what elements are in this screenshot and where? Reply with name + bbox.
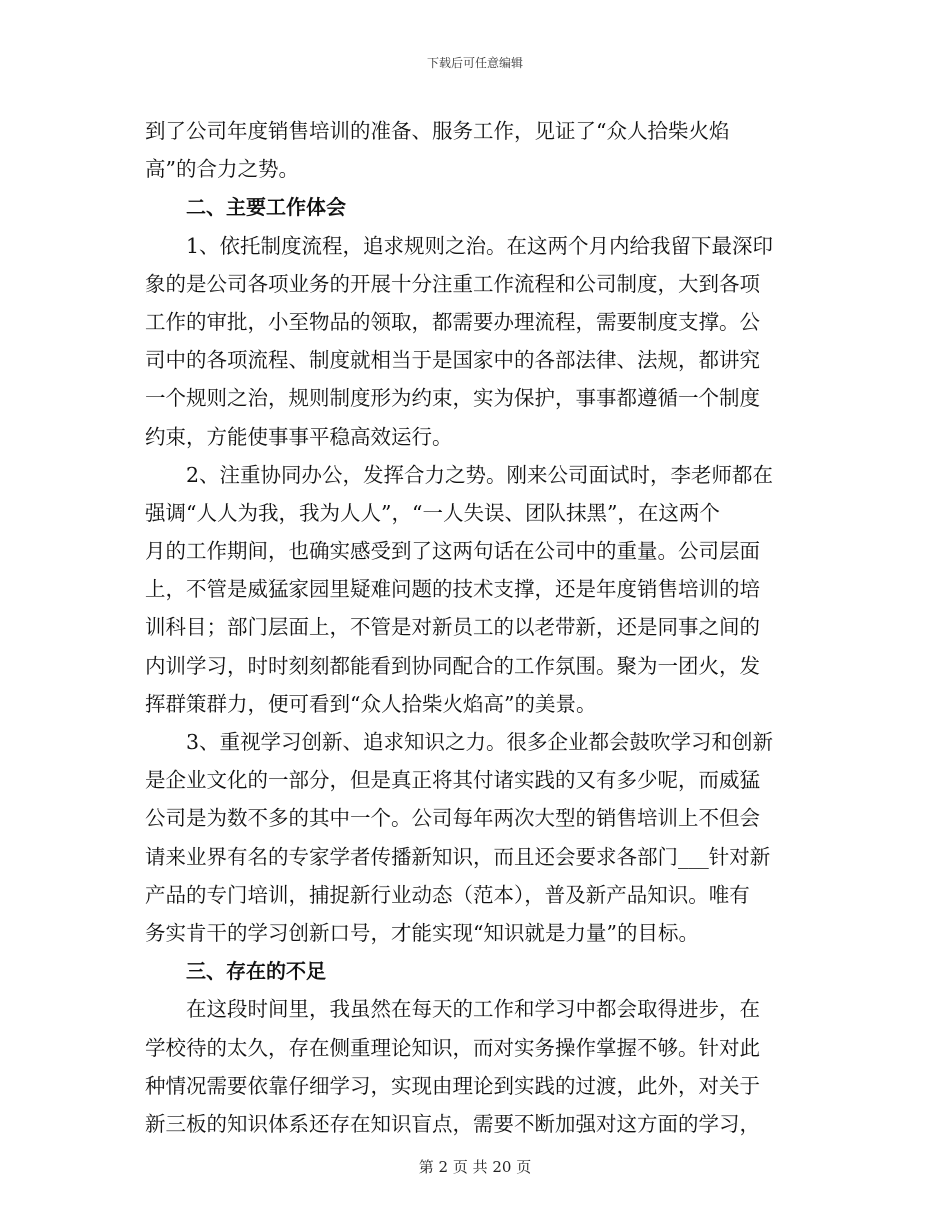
text-line: 上，不管是威猛家园里疑难问题的技术支撑，还是年度销售培训的培 xyxy=(145,577,760,602)
text-line: 强调“人人为我，我为人人”，“一人失误、团队抹黑”，在这两个 xyxy=(145,500,720,525)
paragraph-first-line: 3、重视学习创新、追求知识之力。很多企业都会鼓吹学习和创新 xyxy=(186,730,774,754)
text-line: 月的工作期间，也确实感受到了这两句话在公司中的重量。公司层面 xyxy=(145,539,760,564)
text-line: 新三板的知识体系还存在知识盲点，需要不断加强对这方面的学习， xyxy=(145,1111,760,1136)
text-line: 训科目；部门层面上，不管是对新员工的以老带新，还是同事之间的 xyxy=(145,615,760,640)
text-line: 公司是为数不多的其中一个。公司每年两次大型的销售培训上不但会 xyxy=(145,806,760,831)
text-line: 内训学习，时时刻刻都能看到协同配合的工作氛围。聚为一团火，发 xyxy=(145,653,760,678)
text-line: 司中的各项流程、制度就相当于是国家中的各部法律、法规，都讲究 xyxy=(145,348,760,373)
paragraph-first-line: 2、注重协同办公，发挥合力之势。刚来公司面试时，李老师都在 xyxy=(186,462,774,487)
page-number-footer: 第 2 页 共 20 页 xyxy=(418,1158,532,1176)
text-line: 象的是公司各项业务的开展十分注重工作流程和公司制度，大到各项 xyxy=(145,271,760,296)
text-line: 学校待的太久，存在侧重理论知识，而对实务操作掌握不够。针对此 xyxy=(145,1035,760,1060)
document-body xyxy=(145,112,800,1143)
paragraph-first-line: 1、依托制度流程，追求规则之治。在这两个月内给我留下最深印 xyxy=(186,233,774,258)
text-line: 一个规则之治，规则制度形为约束，实为保护，事事都遵循一个制度 xyxy=(145,386,760,411)
text-line: 种情况需要依靠仔细学习，实现由理论到实践的过渡，此外，对关于 xyxy=(145,1073,760,1098)
page-header-note: 下载后可任意编辑 xyxy=(426,56,523,70)
text-line: 到了公司年度销售培训的准备、服务工作，见证了“众人拾柴火焰 xyxy=(145,119,730,143)
text-line: 约束，方能使事事平稳高效运行。 xyxy=(145,424,453,449)
section-heading: 二、主要工作体会 xyxy=(186,195,346,220)
text-line: 是企业文化的一部分，但是真正将其付诸实践的又有多少呢，而威猛 xyxy=(145,768,760,793)
text-line: 产品的专门培训，捕捉新行业动态（范本），普及新产品知识。唯有 xyxy=(145,882,750,907)
text-line: 高”的合力之势。 xyxy=(145,157,299,182)
text-line: 请来业界有名的专家学者传播新知识，而且还会要求各部门___针对新 xyxy=(145,844,771,869)
paragraph-first-line: 在这段时间里，我虽然在每天的工作和学习中都会取得进步，在 xyxy=(186,997,760,1022)
text-line: 挥群策群力，便可看到“众人拾柴火焰高”的美景。 xyxy=(145,691,597,716)
section-heading: 三、存在的不足 xyxy=(186,959,326,984)
text-line: 务实肯干的学习创新口号，才能实现“知识就是力量”的目标。 xyxy=(145,920,699,945)
text-line: 工作的审批，小至物品的领取，都需要办理流程，需要制度支撑。公 xyxy=(145,309,760,334)
